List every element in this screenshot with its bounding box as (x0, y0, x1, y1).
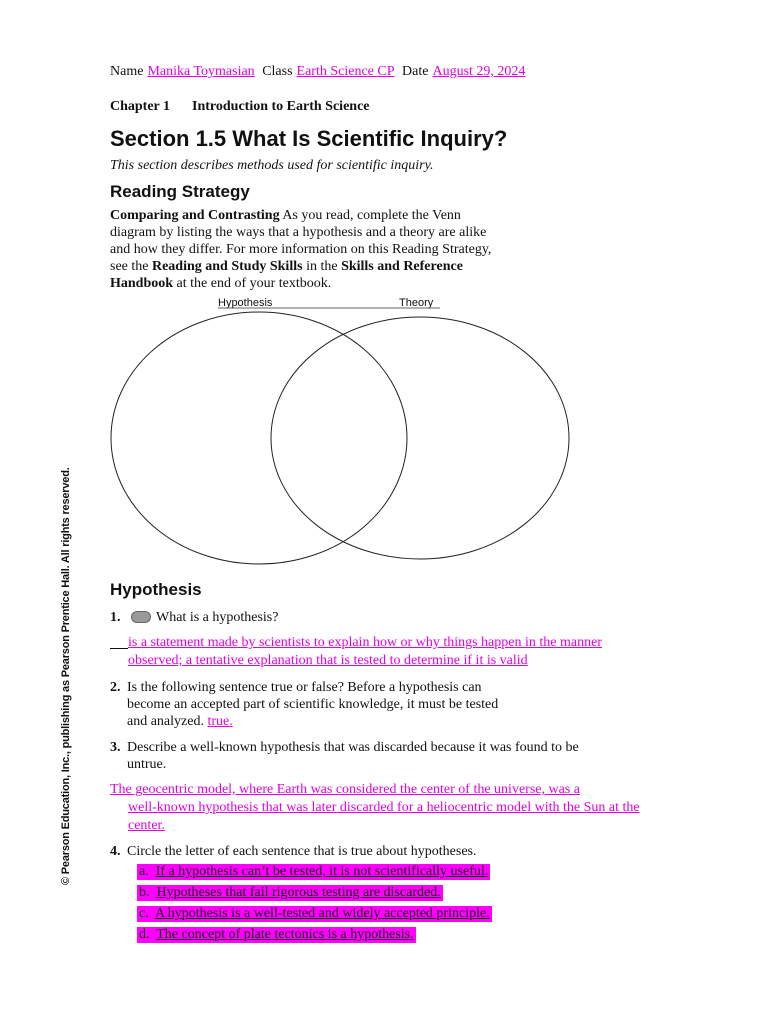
section-title: Section 1.5 What Is Scientific Inquiry? (110, 126, 508, 151)
question-text: Describe a well-known hypothesis that was discarded because it was found to be untrue. (127, 740, 579, 772)
question-number: 3. (110, 740, 121, 755)
question-text: What is a hypothesis? (156, 610, 279, 625)
class-value[interactable]: Earth Science CP (296, 64, 395, 79)
question-number: 1. (110, 610, 121, 625)
question-4 (110, 843, 610, 860)
venn-circle-hypothesis[interactable] (111, 312, 407, 564)
date-label: Date (402, 64, 429, 79)
chapter-heading (110, 99, 370, 115)
venn-label-theory: Theory (399, 297, 434, 309)
choice-letter: c. (139, 906, 149, 921)
choice-letter: b. (139, 885, 150, 900)
choice-text: A hypothesis is a well-tested and widely accepted principle. (154, 906, 490, 921)
choice-text: If a hypothesis can’t be tested, it is not scientifically useful. (155, 864, 489, 879)
choice-text: Hypotheses that fail rigorous testing are discarded. (156, 885, 441, 900)
venn-diagram (105, 303, 575, 568)
reading-checkpoint-icon (131, 611, 151, 623)
answer-blank (110, 634, 128, 649)
choice-b[interactable] (137, 885, 443, 901)
choice-c[interactable] (137, 906, 492, 922)
question-number: 2. (110, 680, 121, 695)
chapter-title: Introduction to Earth Science (192, 99, 370, 114)
venn-circle-theory[interactable] (271, 317, 569, 559)
choice-letter: d. (139, 927, 150, 942)
strategy-text-1: As you read, complete the Venn diagram by listing the ways that a hypothesis and a theory are alike and how they differ. For more information on this Reading Strategy, see the (110, 208, 492, 274)
answer-3-line-2[interactable]: well-known hypothesis that was later discarded for a heliocentric model with the Sun at the (128, 800, 640, 815)
answer-2[interactable]: true. (207, 714, 233, 729)
reading-strategy-text (110, 207, 510, 292)
answer-3-line-3[interactable]: center. (128, 818, 165, 833)
date-value[interactable]: August 29, 2024 (432, 64, 526, 79)
choice-letter: a. (139, 864, 149, 879)
strategy-text-3: at the end of your textbook. (173, 276, 332, 291)
strategy-text-2: in the (302, 259, 342, 274)
section-description: This section describes methods used for scientific inquiry. (110, 158, 434, 173)
question-number: 4. (110, 844, 121, 859)
copyright-text: © Pearson Education, Inc., publishing as Pearson Prentice Hall. All rights reserved. (60, 467, 72, 885)
chapter-number: Chapter 1 (110, 99, 171, 114)
student-info-line (110, 64, 529, 80)
hypothesis-heading: Hypothesis (110, 580, 202, 599)
copyright-sidebar (60, 467, 76, 885)
strategy-lead: Comparing and Contrasting (110, 208, 280, 223)
strategy-bold-1: Reading and Study Skills (151, 259, 303, 274)
choice-d[interactable] (137, 927, 416, 943)
question-text-wrap (110, 679, 520, 730)
question-3 (110, 739, 610, 773)
reading-strategy-heading: Reading Strategy (110, 182, 250, 201)
strategy-bold-2: Skills and Reference Handbook (110, 259, 463, 291)
choice-text: The concept of plate tectonics is a hypothesis. (156, 927, 414, 942)
name-value[interactable]: Manika Toymasian (147, 64, 255, 79)
venn-label-hypothesis: Hypothesis (218, 297, 273, 309)
choice-a[interactable] (137, 864, 490, 880)
question-text: Is the following sentence true or false? Before a hypothesis can become an accepted part of scientific knowledge, it must be tested and analyzed. (127, 680, 499, 729)
question-2 (110, 679, 520, 730)
answer-3-line-1[interactable]: The geocentric model, where Earth was considered the center of the universe, was a (110, 782, 580, 797)
name-label: Name (110, 64, 144, 79)
answer-1-line-2[interactable]: observed; a tentative explanation that is tested to determine if it is valid (128, 653, 528, 668)
answer-1-line-1[interactable]: is a statement made by scientists to explain how or why things happen in the manner (128, 635, 602, 650)
question-text: Circle the letter of each sentence that is true about hypotheses. (127, 844, 477, 859)
class-label: Class (262, 64, 293, 79)
